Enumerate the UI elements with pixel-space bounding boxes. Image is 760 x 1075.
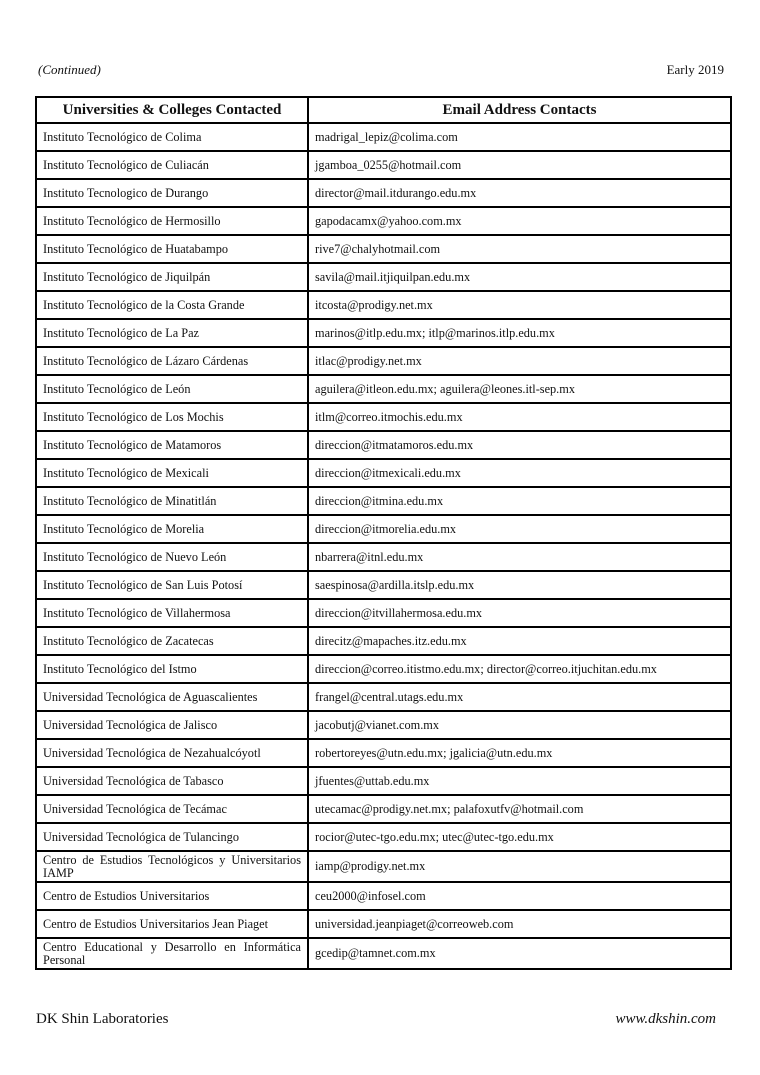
email-cell: direccion@correo.itistmo.edu.mx; director@correo.itjuchitan.edu.mx bbox=[308, 655, 731, 683]
table-row bbox=[36, 235, 731, 263]
institution-cell: Instituto Tecnológico de Minatitlán bbox=[36, 487, 308, 515]
email-cell: robertoreyes@utn.edu.mx; jgalicia@utn.edu.mx bbox=[308, 739, 731, 767]
table-row bbox=[36, 851, 731, 882]
email-cell: director@mail.itdurango.edu.mx bbox=[308, 179, 731, 207]
institution-cell: Centro de Estudios Universitarios bbox=[36, 882, 308, 910]
institution-cell: Instituto Tecnológico de Morelia bbox=[36, 515, 308, 543]
table-row bbox=[36, 767, 731, 795]
email-cell: savila@mail.itjiquilpan.edu.mx bbox=[308, 263, 731, 291]
table-row bbox=[36, 599, 731, 627]
email-cell: jgamboa_0255@hotmail.com bbox=[308, 151, 731, 179]
table-body bbox=[36, 123, 731, 969]
email-cell: direccion@itmatamoros.edu.mx bbox=[308, 431, 731, 459]
institution-cell: Instituto Tecnológico del Istmo bbox=[36, 655, 308, 683]
table-row bbox=[36, 179, 731, 207]
institution-cell: Universidad Tecnológica de Tabasco bbox=[36, 767, 308, 795]
email-cell: gapodacamx@yahoo.com.mx bbox=[308, 207, 731, 235]
institution-cell: Instituto Tecnológico de La Paz bbox=[36, 319, 308, 347]
email-cell: direccion@itvillahermosa.edu.mx bbox=[308, 599, 731, 627]
institution-cell: Instituto Tecnológico de Lázaro Cárdenas bbox=[36, 347, 308, 375]
institution-cell: Instituto Tecnológico de la Costa Grande bbox=[36, 291, 308, 319]
institution-cell: Instituto Tecnológico de Matamoros bbox=[36, 431, 308, 459]
institution-cell: Instituto Tecnológico de León bbox=[36, 375, 308, 403]
institution-cell: Universidad Tecnológica de Nezahualcóyotl bbox=[36, 739, 308, 767]
table-row bbox=[36, 375, 731, 403]
email-cell: saespinosa@ardilla.itslp.edu.mx bbox=[308, 571, 731, 599]
email-cell: madrigal_lepiz@colima.com bbox=[308, 123, 731, 151]
email-cell: nbarrera@itnl.edu.mx bbox=[308, 543, 731, 571]
contacts-table bbox=[35, 96, 732, 970]
email-cell: rocior@utec-tgo.edu.mx; utec@utec-tgo.edu.mx bbox=[308, 823, 731, 851]
institution-cell: Instituto Tecnológico de Hermosillo bbox=[36, 207, 308, 235]
institution-cell: Universidad Tecnológica de Jalisco bbox=[36, 711, 308, 739]
table-row bbox=[36, 515, 731, 543]
table-row bbox=[36, 543, 731, 571]
email-cell: jfuentes@uttab.edu.mx bbox=[308, 767, 731, 795]
institution-cell: Instituto Tecnológico de Huatabampo bbox=[36, 235, 308, 263]
table-row bbox=[36, 487, 731, 515]
table-row bbox=[36, 291, 731, 319]
email-cell: rive7@chalyhotmail.com bbox=[308, 235, 731, 263]
table-row bbox=[36, 263, 731, 291]
table-row bbox=[36, 459, 731, 487]
date-label: Early 2019 bbox=[666, 62, 724, 77]
email-cell: itlac@prodigy.net.mx bbox=[308, 347, 731, 375]
table-row bbox=[36, 823, 731, 851]
column-header-email: Email Address Contacts bbox=[308, 97, 731, 123]
email-cell: itcosta@prodigy.net.mx bbox=[308, 291, 731, 319]
institution-cell: Instituto Tecnológico de Culiacán bbox=[36, 151, 308, 179]
table-row bbox=[36, 882, 731, 910]
table-row bbox=[36, 207, 731, 235]
table-row bbox=[36, 655, 731, 683]
table-row bbox=[36, 627, 731, 655]
institution-cell: Centro Educational y Desarrollo en Informática Personal bbox=[36, 938, 308, 969]
email-cell: gcedip@tamnet.com.mx bbox=[308, 938, 731, 969]
institution-cell: Instituto Tecnológico de Colima bbox=[36, 123, 308, 151]
table-row bbox=[36, 571, 731, 599]
email-cell: itlm@correo.itmochis.edu.mx bbox=[308, 403, 731, 431]
email-cell: ceu2000@infosel.com bbox=[308, 882, 731, 910]
table-row bbox=[36, 151, 731, 179]
institution-cell: Instituto Tecnológico de Nuevo León bbox=[36, 543, 308, 571]
email-cell: utecamac@prodigy.net.mx; palafoxutfv@hotmail.com bbox=[308, 795, 731, 823]
table-row bbox=[36, 431, 731, 459]
email-cell: direccion@itmina.edu.mx bbox=[308, 487, 731, 515]
footer-website: www.dkshin.com bbox=[615, 1011, 716, 1027]
table-row bbox=[36, 938, 731, 969]
email-cell: marinos@itlp.edu.mx; itlp@marinos.itlp.edu.mx bbox=[308, 319, 731, 347]
email-cell: aguilera@itleon.edu.mx; aguilera@leones.itl-sep.mx bbox=[308, 375, 731, 403]
email-cell: direcitz@mapaches.itz.edu.mx bbox=[308, 627, 731, 655]
institution-cell: Centro de Estudios Tecnológicos y Universitarios IAMP bbox=[36, 851, 308, 882]
table-row bbox=[36, 403, 731, 431]
email-cell: frangel@central.utags.edu.mx bbox=[308, 683, 731, 711]
institution-cell: Universidad Tecnológica de Aguascalientes bbox=[36, 683, 308, 711]
footer-company: DK Shin Laboratories bbox=[36, 1011, 169, 1027]
table-row bbox=[36, 123, 731, 151]
institution-cell: Instituto Tecnológico de Zacatecas bbox=[36, 627, 308, 655]
table-row bbox=[36, 910, 731, 938]
institution-cell: Instituto Tecnológico de Jiquilpán bbox=[36, 263, 308, 291]
continued-label: (Continued) bbox=[38, 62, 101, 77]
institution-cell: Centro de Estudios Universitarios Jean Piaget bbox=[36, 910, 308, 938]
institution-cell: Instituto Tecnologico de Durango bbox=[36, 179, 308, 207]
table-header bbox=[36, 97, 731, 123]
institution-cell: Instituto Tecnológico de Los Mochis bbox=[36, 403, 308, 431]
email-cell: iamp@prodigy.net.mx bbox=[308, 851, 731, 882]
email-cell: direccion@itmorelia.edu.mx bbox=[308, 515, 731, 543]
table-row bbox=[36, 319, 731, 347]
table-row bbox=[36, 739, 731, 767]
institution-cell: Instituto Tecnológico de Villahermosa bbox=[36, 599, 308, 627]
table-row bbox=[36, 683, 731, 711]
institution-cell: Instituto Tecnológico de Mexicali bbox=[36, 459, 308, 487]
email-cell: universidad.jeanpiaget@correoweb.com bbox=[308, 910, 731, 938]
institution-cell: Universidad Tecnológica de Tecámac bbox=[36, 795, 308, 823]
table-row bbox=[36, 347, 731, 375]
email-cell: jacobutj@vianet.com.mx bbox=[308, 711, 731, 739]
table-row bbox=[36, 711, 731, 739]
institution-cell: Instituto Tecnológico de San Luis Potosí bbox=[36, 571, 308, 599]
column-header-institution: Universities & Colleges Contacted bbox=[36, 97, 308, 123]
institution-cell: Universidad Tecnológica de Tulancingo bbox=[36, 823, 308, 851]
table-row bbox=[36, 795, 731, 823]
email-cell: direccion@itmexicali.edu.mx bbox=[308, 459, 731, 487]
